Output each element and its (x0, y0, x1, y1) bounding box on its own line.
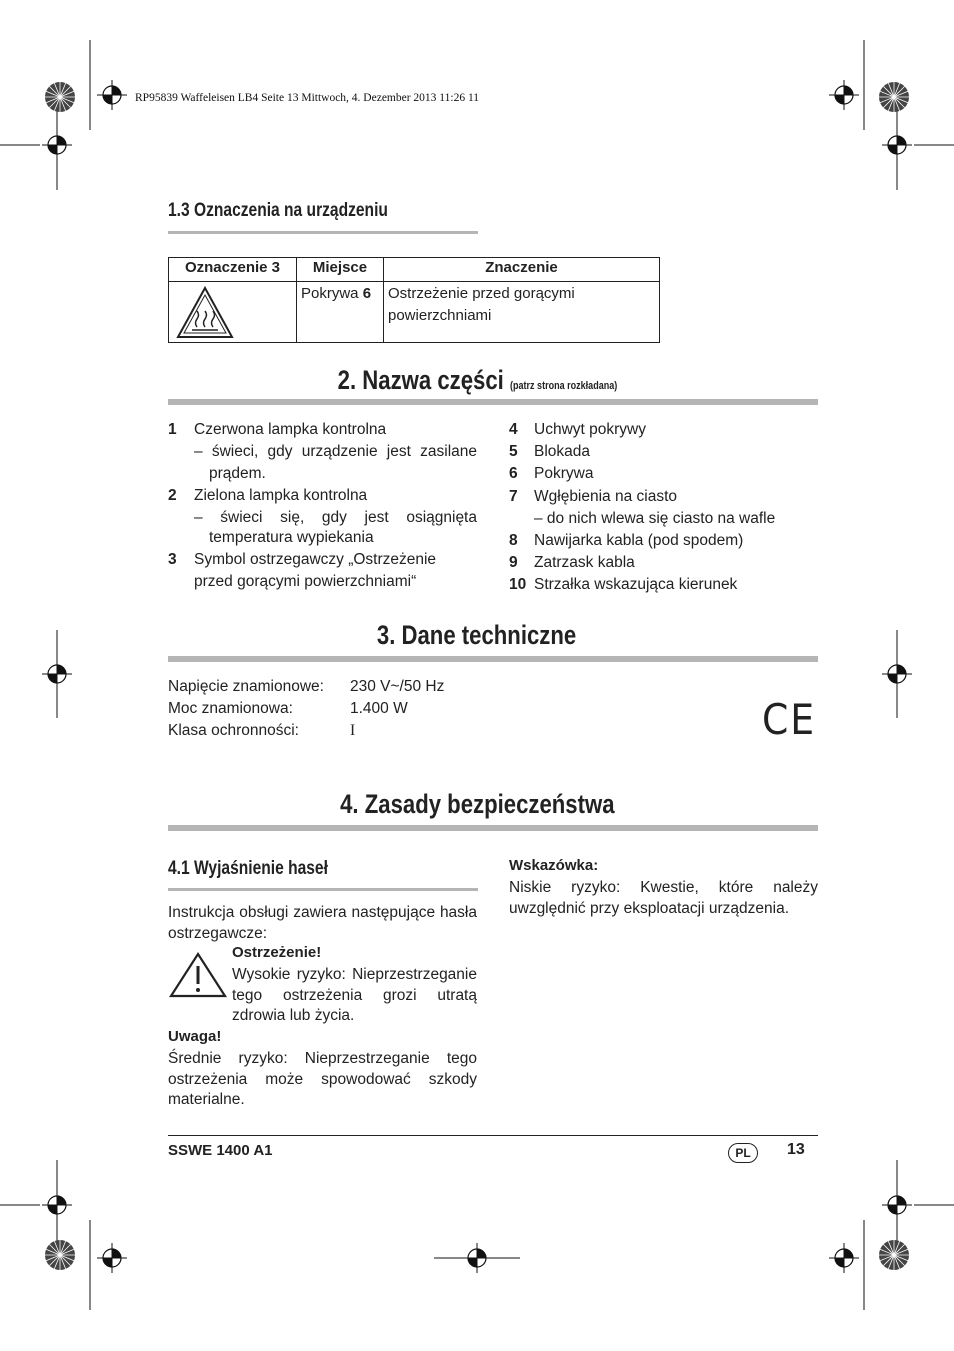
tech-value: I (350, 722, 356, 739)
table-row (169, 282, 660, 343)
list-item: temperatura wypiekania (209, 529, 374, 546)
section-4-title: 4. Zasady bezpieczeństwa (339, 789, 615, 819)
print-info: RP95839 Waffeleisen LB4 Seite 13 Mittwoch, 4. Dezember 2013 11:26 11 (135, 92, 480, 104)
list-item: 1 Czerwona lampka kontrolna (168, 421, 387, 438)
table-header: Miejsce (297, 258, 384, 282)
section-3-title: 3. Dane techniczne (377, 620, 577, 650)
tech-label: Moc znamionowa: (168, 700, 293, 717)
list-item: 5 Blokada (509, 443, 591, 460)
list-item: przed gorącymi powierzchniami“ (194, 573, 417, 590)
section-2-subtitle: (patrz strona rozkładana) (509, 380, 617, 392)
place-label: Pokrywa (301, 285, 363, 302)
table-header: Znaczenie (384, 258, 660, 282)
caution-title: Uwaga! (168, 1028, 222, 1045)
list-item: 2 Zielona lampka kontrolna (168, 487, 368, 504)
section-4-heading (0, 789, 954, 820)
section-divider (168, 656, 818, 662)
list-item: 3 Symbol ostrzegawczy „Ostrzeżenie (168, 551, 437, 568)
place-number: 6 (362, 285, 372, 302)
tech-label: Klasa ochronności: (168, 722, 299, 739)
note-text: Niskie ryzyko: Kwestie, które należy uwzględnić przy eksploatacji urządzenia. (509, 879, 818, 917)
list-item: 8 Nawijarka kabla (pod spodem) (509, 532, 744, 549)
warning-triangle-icon (168, 951, 228, 999)
list-item: – do nich wlewa się ciasto na wafle (534, 510, 776, 527)
note-title: Wskazówka: (509, 857, 599, 874)
section-3-heading (0, 620, 954, 651)
list-item: 4 Uchwyt pokrywy (509, 421, 646, 438)
footer-divider (168, 1135, 818, 1136)
meaning-cell: Ostrzeżenie przed gorącymi powierzchniami (384, 282, 660, 343)
markings-table (168, 257, 660, 343)
list-item: 9 Zatrzask kabla (509, 554, 635, 571)
tech-value: 230 V~/50 Hz (350, 678, 445, 695)
section-1-3-title: 1.3 Oznaczenia na urządzeniu (168, 200, 388, 221)
tech-value: 1.400 W (350, 700, 408, 717)
page-number: 13 (787, 1141, 805, 1158)
warning-title: Ostrzeżenie! (232, 944, 322, 961)
list-item: 10 Strzałka wskazująca kierunek (509, 576, 738, 593)
ce-mark-icon: CE (762, 695, 816, 744)
list-item: 6 Pokrywa (509, 465, 594, 482)
section-2-title: 2. Nazwa części (337, 365, 504, 395)
list-item: prądem. (209, 465, 266, 482)
list-item: 7 Wgłębienia na ciasto (509, 488, 678, 505)
caution-text: Średnie ryzyko: Nieprzestrzeganie tego ostrzeżenia może spowodować szkody materialne. (168, 1050, 477, 1108)
list-item: – świeci, gdy urządzenie jest zasilane (194, 443, 477, 460)
intro-text: Instrukcja obsługi zawiera następujące hasła ostrzegawcze: (168, 904, 477, 942)
language-badge: PL (728, 1143, 758, 1163)
section-2-heading (0, 365, 954, 396)
hot-surface-warning-icon (175, 285, 235, 341)
section-divider (168, 231, 478, 234)
list-item: – świeci się, gdy jest osiągnięta (194, 509, 477, 526)
tech-label: Napięcie znamionowe: (168, 678, 324, 695)
warning-text: Wysokie ryzyko: Nieprzestrzeganie tego ostrzeżenia grozi utratą zdrowia lub życia. (232, 966, 477, 1024)
section-4-1-title: 4.1 Wyjaśnienie haseł (168, 858, 328, 879)
footer-model: SSWE 1400 A1 (168, 1142, 273, 1159)
section-divider (168, 888, 478, 891)
table-header: Oznaczenie 3 (169, 258, 297, 282)
section-divider (168, 399, 818, 405)
hot-surface-symbol-cell (169, 282, 297, 343)
section-divider (168, 825, 818, 831)
